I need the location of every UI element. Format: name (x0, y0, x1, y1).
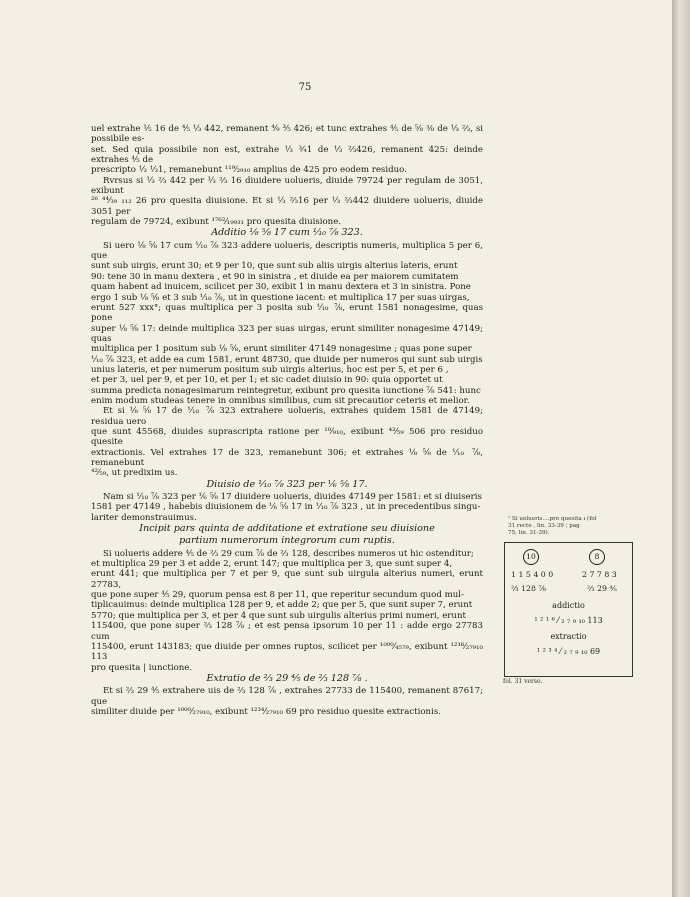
section-heading: Extratio de ⅔ 29 ⅘ de ⅔ 128 ⅞ . (206, 672, 368, 684)
text-line: super ⅛ ⅝ 17: deinde multiplica 323 per suas uirgas, erunt similiter nonagesime 47149; quas (91, 323, 483, 344)
text-line: Rvrsus si ⅓ ⅔ 442 per ⅓ ⅔ 16 diuidere uolueris, diuide 79724 per regulam de 3051, exibunt (91, 175, 483, 197)
margin-note-line: 31 recto , lin. 33-39 ; pag (508, 523, 580, 529)
margin-note (508, 516, 628, 537)
text-line: pro quesita | iunctione. (91, 662, 193, 673)
text-line: et multiplica 29 per 3 et adde 2, erunt 147; que multiplica per 3, que sunt super 4, (91, 559, 453, 570)
part-heading: Incipit pars quinta de additatione et extratione seu diuisione (139, 523, 435, 535)
text-line: uel extrahe ⅕ 16 de ⁴⁄₅ ⅓ 442, remanent ⁴⁄₉ ³⁄₅ 426; et tunc extrahes ⅘ de ⅝ ⅜ de ⅓ ⅔, si possibile es- (91, 124, 483, 145)
box-label-extraction: extractio (550, 632, 587, 641)
text-line: et per 3, uel per 9, et per 10, et per 1; et sic cadet diuisio in 90: quia opportet ut (91, 375, 443, 386)
text-line: tiplicauimus: deinde multiplica 128 per 9, et adde 2; que per 5, que sunt super 7, erunt (91, 600, 473, 611)
section-heading: Diuisio de ⅒ ⅞ 323 per ⅙ ⅝ 17. (206, 478, 368, 490)
text-line: multiplica per 1 positum sub ⅛ ⅝, erunt similiter 47149 nonagesime ; quas pone super (91, 344, 472, 355)
circled-number-left: 10 (523, 549, 539, 565)
section-heading: Additio ⅛ ⅝ 17 cum ⅒ ⅞ 323. (211, 227, 363, 239)
text-line: summa predicta nonagesimarum reintegretur, exibunt pro quesita iunctione ⅞ 541: hunc (91, 385, 481, 396)
text-line: ⅒ ⅞ 323, et adde ea cum 1581, erunt 48730, que diuide per numeros qui sunt sub uirgis (91, 354, 483, 365)
text-line: Si uero ⅛ ⅝ 17 cum ⅒ ⅞ 323 addere uolueris, descriptis numeris, multiplica 5 per 6, que (91, 240, 483, 262)
box-number-left: 1 1 5 4 0 0 (511, 570, 554, 579)
box-fraction-left: ⅔ 128 ⅞ (511, 584, 546, 593)
box-fraction-right: ⅔ 29 ⅘ (587, 584, 617, 593)
text-line: 5770; que multiplica per 3, et per 4 que sunt sub uirgulis alterius primi numeri, erunt (91, 610, 466, 621)
margin-note-line: ¹ Si uolueris....pro quesita ı (fol (508, 516, 597, 522)
text-line: Si uolueris addere ⅘ de ⅔ 29 cum ⅞ de ⅔ 128, describes numeros ut hic ostenditur; (103, 548, 474, 559)
box-sum: ¹ ² ¹ ⁶ ⁄ ₂ ₇ ₉ ₁₀ 113 (534, 616, 603, 625)
text-line: ⁴²⁄₅₉, ut predixim us. (91, 468, 178, 479)
text-line: similiter diuide per ¹⁰⁰⁰⁄₂₇₉₁₀, exibunt ¹²³⁴⁄₂₇₉₁₀ 69 pro residuo quesite extractionis. (91, 706, 441, 717)
circled-number-right: 8 (589, 549, 605, 565)
main-text-block (91, 124, 483, 717)
text-line: erunt 527 xxx°; quas multiplica per 3 posita sub ⅒ ⅞, erunt 1581 nonagesime, quas pone (91, 302, 483, 324)
text-line: ²⁶ ⁴⁴⁄₃₉ ₁₁₂ 26 pro quesita diuisione. Et si ⅓ ⅔16 per ⅓ ⅔442 diuidere uolueris, diuide 3051 per (91, 196, 483, 217)
page-number: 75 (298, 82, 312, 93)
text-line: quam habent ad inuicem, scilicet per 30, exibit 1 in manu dextera et 3 in sinistra. Pone (91, 282, 471, 293)
text-line: ergo 1 sub ⅛ ⅝ et 3 sub ⅒ ⅞, ut in questione iacent: et multiplica 17 per suas uirgas, (91, 292, 470, 303)
calculation-box (504, 542, 633, 677)
text-line: 115400, erunt 143183; que diuide per omnes ruptos, scilicet per ¹⁰⁰⁰⁄₄₅₇₉, exibunt ¹²¹⁶⁄₂₇₉₁₀ 113 (91, 641, 483, 663)
folio-reference: fol. 31 verso. (503, 678, 543, 685)
text-line: 115400, que pone super ⅔ 128 ⅞ ; et est pensa ipsorum 10 per 11 : adde ergo 27783 cum (91, 621, 483, 642)
text-line: prescripto ⅓ ⅓1, remanebunt ¹¹⁹⁄₂₉₁₀ amplius de 425 pro eodem residuo. (91, 165, 407, 176)
text-line: Et si ⅔ 29 ⅘ extrahere uis de ⅔ 128 ⅞ , extrahes 27733 de 115400, remanent 87617; que (91, 686, 483, 707)
text-line: 90: tene 30 in manu dextera , et 90 in sinistra , et diuide ea per maiorem cumitatem (91, 271, 459, 282)
text-line: 1581 per 47149 , habebis diuisionem de ⅙ ⅝ 17 in ⅒ ⅞ 323 , ut in precedentibus singu- (91, 502, 481, 513)
text-line: set. Sed quia possibile non est, extrahe ⅓ ¾1 de ⅓ ⅔426, remanent 425: deinde extrahes ⅘ de (91, 144, 483, 166)
text-line: Nam si ⅒ ⅞ 323 per ⅙ ⅝ 17 diuidere uolueris, diuides 47149 per 1581: et si diuiseris (103, 492, 482, 503)
text-line: lariter demonstrauimus. (91, 512, 197, 523)
text-line: extractionis. Vel extrahes 17 de 323, remanebunt 306; et extrahes ⅛ ⅝ de ⅒ ⅞, remanebunt (91, 447, 483, 468)
text-line: erunt 441; que multiplica per 7 et per 9, que sunt sub uirgula alterius numeri, erunt 27783, (91, 569, 483, 590)
text-line: que pone super ⅘ 29, quorum pensa est 8 per 11, que reperitur secundum quod mul- (91, 590, 464, 601)
text-line: unius lateris, et per numerum positum sub uirgis alterius, hoc est per 5, et per 6 , (91, 364, 449, 375)
box-label-addition: addictio (552, 601, 585, 610)
text-line: enim modum studeas tenere in omnibus similibus, cum sit precautior ceteris et melior. (91, 395, 470, 406)
margin-note-line: 75, lin. 31-39). (508, 530, 550, 536)
page-edge (672, 0, 690, 897)
box-number-right: 2 7 7 8 3 (582, 570, 617, 579)
part-heading: partium numerorum integrorum cum ruptis. (179, 535, 395, 547)
text-line: Et si ⅛ ⅝ 17 de ⅒ ⅞ 323 extrahere uolueris, extrahes quidem 1581 de 47149; residua uero (91, 406, 483, 427)
text-line: sunt sub uirgis, erunt 30; et 9 per 10, que sunt sub aliis uirgis alterius lateris, erunt (91, 261, 458, 272)
text-line: regulam de 79724, exibunt ¹⁷⁶²⁄₁₉₉₃₁ pro quesita diuisione. (91, 217, 342, 228)
text-line: que sunt 45568, diuides suprascripta ratione per ¹⁰⁄₉₁₀, exibunt ⁴²⁄₅₉ 506 pro residuo quesite (91, 426, 483, 448)
box-difference: ¹ ² ³ ⁴ ⁄ ₂ ₇ ₉ ₁₀ 69 (536, 647, 601, 656)
